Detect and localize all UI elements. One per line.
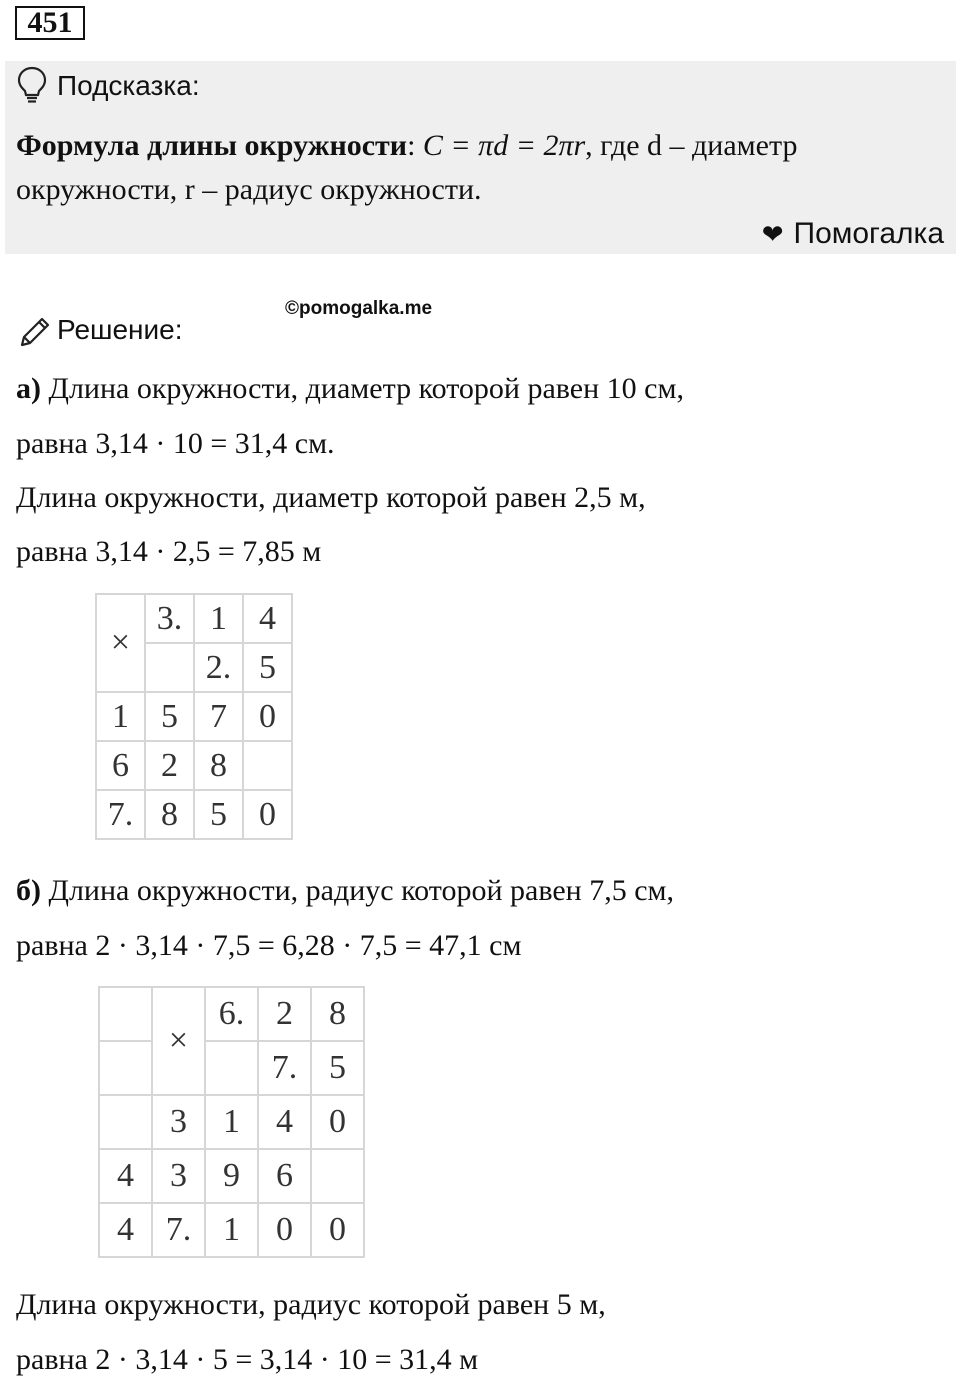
calc-cell: 8 <box>145 790 194 839</box>
calc-cell: 7. <box>152 1203 205 1257</box>
hint-line1-rest: , где d – диаметр <box>585 129 798 162</box>
part-b-line1 <box>16 871 674 911</box>
part-a-label: а) <box>16 372 41 405</box>
calc-cell <box>99 1095 152 1149</box>
calc-cell <box>311 1149 364 1203</box>
calc-cell: 4 <box>258 1095 311 1149</box>
calc-cell: 0 <box>243 692 292 741</box>
part-b-label: б) <box>16 874 41 907</box>
calc-cell: 4 <box>99 1149 152 1203</box>
calc-cell <box>243 741 292 790</box>
calc-cell: 5 <box>243 643 292 692</box>
part-a-line1-text: Длина окружности, диаметр которой равен 10 см, <box>41 372 684 405</box>
calc-cell: × <box>96 594 145 692</box>
calc-cell: 3 <box>152 1149 205 1203</box>
calc-cell: 1 <box>194 594 243 643</box>
formula: C = πd = 2πr <box>422 129 586 162</box>
brand-text: Помогалка <box>793 217 944 250</box>
part-b-line3: Длина окружности, радиус которой равен 5 м, <box>16 1288 606 1321</box>
calc-cell <box>99 987 152 1041</box>
calc-cell: 3 <box>152 1095 205 1149</box>
calc-cell: 9 <box>205 1149 258 1203</box>
brand-label <box>762 212 944 256</box>
calc-cell: 1 <box>96 692 145 741</box>
calc-cell: 6 <box>96 741 145 790</box>
heart-icon: ❤ <box>761 219 784 249</box>
calc-cell: 2 <box>258 987 311 1041</box>
task-number: 451 <box>15 6 85 40</box>
calc-cell: 8 <box>194 741 243 790</box>
calc-cell: 6 <box>258 1149 311 1203</box>
calc-cell <box>99 1041 152 1095</box>
formula-colon: : <box>407 129 423 162</box>
calc-cell: 4 <box>243 594 292 643</box>
calc-cell: 0 <box>243 790 292 839</box>
calc-cell: 6. <box>205 987 258 1041</box>
calc-cell <box>145 643 194 692</box>
multiplication-table-b <box>98 986 365 1258</box>
calc-cell: 3. <box>145 594 194 643</box>
calc-cell: 7 <box>194 692 243 741</box>
calc-cell: 0 <box>311 1203 364 1257</box>
calc-cell: 1 <box>205 1203 258 1257</box>
solution-title: Решение: <box>57 314 183 345</box>
lightbulb-icon <box>16 66 48 104</box>
calc-cell: 5 <box>194 790 243 839</box>
hint-text <box>16 124 916 212</box>
part-a-line2: равна 3,14 · 10 = 31,4 см. <box>16 427 335 460</box>
calc-cell: 4 <box>99 1203 152 1257</box>
calc-cell: 7. <box>258 1041 311 1095</box>
part-b-line1-text: Длина окружности, радиус которой равен 7,5 см, <box>41 874 675 907</box>
part-a-line3: Длина окружности, диаметр которой равен 2,5 м, <box>16 481 646 514</box>
formula-name: Формула длины окружности <box>16 129 408 162</box>
calc-cell <box>205 1041 258 1095</box>
calc-cell: 5 <box>311 1041 364 1095</box>
calc-cell: × <box>152 987 205 1095</box>
part-b-line4: равна 2 · 3,14 · 5 = 3,14 · 10 = 31,4 м <box>16 1343 479 1376</box>
part-a-line1 <box>16 369 684 409</box>
pencil-icon <box>18 313 54 349</box>
calc-cell: 5 <box>145 692 194 741</box>
part-a-line4: равна 3,14 · 2,5 = 7,85 м <box>16 535 322 568</box>
part-b-line2: равна 2 · 3,14 · 7,5 = 6,28 · 7,5 = 47,1 см <box>16 929 522 962</box>
calc-cell: 2. <box>194 643 243 692</box>
watermark: ©pomogalka.me <box>285 298 433 319</box>
hint-title: Подсказка: <box>57 70 200 101</box>
multiplication-table-a <box>95 593 293 840</box>
calc-cell: 0 <box>258 1203 311 1257</box>
calc-cell: 8 <box>311 987 364 1041</box>
calc-cell: 1 <box>205 1095 258 1149</box>
calc-cell: 7. <box>96 790 145 839</box>
calc-cell: 0 <box>311 1095 364 1149</box>
hint-line2: окружности, r – радиус окружности. <box>16 173 482 206</box>
calc-cell: 2 <box>145 741 194 790</box>
